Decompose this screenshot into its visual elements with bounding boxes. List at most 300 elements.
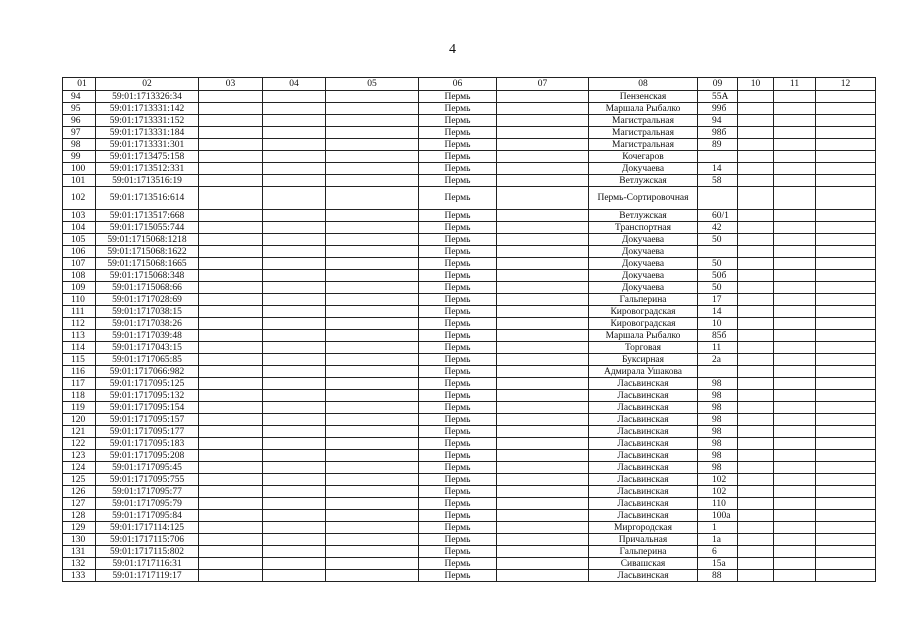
city-cell: Пермь: [419, 390, 497, 402]
table-row: [63, 318, 876, 330]
empty-cell: [199, 534, 263, 546]
house-number-cell: 98: [698, 390, 738, 402]
empty-cell: [816, 330, 876, 342]
empty-cell: [326, 414, 419, 426]
empty-cell: [497, 378, 589, 390]
house-number-cell: 98: [698, 414, 738, 426]
column-header: 11: [774, 78, 816, 91]
empty-cell: [326, 438, 419, 450]
empty-cell: [199, 426, 263, 438]
empty-cell: [326, 246, 419, 258]
table-row: [63, 91, 876, 103]
empty-cell: [199, 103, 263, 115]
empty-cell: [497, 486, 589, 498]
row-number: 131: [63, 546, 96, 558]
empty-cell: [774, 103, 816, 115]
cadastral-number: 59:01:1713331:301: [96, 139, 199, 151]
house-number-cell: 88: [698, 570, 738, 582]
street-cell: Докучаева: [589, 270, 698, 282]
table-row: [63, 175, 876, 187]
empty-cell: [326, 570, 419, 582]
empty-cell: [497, 139, 589, 151]
row-number: 111: [63, 306, 96, 318]
table-row: [63, 426, 876, 438]
table-row: [63, 163, 876, 175]
empty-cell: [738, 151, 774, 163]
city-cell: Пермь: [419, 510, 497, 522]
table-row: [63, 246, 876, 258]
empty-cell: [816, 366, 876, 378]
empty-cell: [199, 163, 263, 175]
empty-cell: [326, 342, 419, 354]
house-number-cell: 14: [698, 306, 738, 318]
house-number-cell: 89: [698, 139, 738, 151]
empty-cell: [326, 486, 419, 498]
empty-cell: [738, 306, 774, 318]
table-row: [63, 222, 876, 234]
empty-cell: [774, 115, 816, 127]
house-number-cell: 100а: [698, 510, 738, 522]
empty-cell: [263, 151, 326, 163]
empty-cell: [816, 522, 876, 534]
table-row: [63, 498, 876, 510]
row-number: 94: [63, 91, 96, 103]
empty-cell: [816, 103, 876, 115]
empty-cell: [497, 498, 589, 510]
empty-cell: [816, 498, 876, 510]
city-cell: Пермь: [419, 498, 497, 510]
street-cell: Магистральная: [589, 115, 698, 127]
empty-cell: [774, 510, 816, 522]
empty-cell: [263, 210, 326, 222]
empty-cell: [816, 438, 876, 450]
empty-cell: [738, 127, 774, 139]
empty-cell: [263, 246, 326, 258]
city-cell: Пермь: [419, 414, 497, 426]
empty-cell: [774, 139, 816, 151]
empty-cell: [774, 222, 816, 234]
street-cell: Ветлужская: [589, 175, 698, 187]
empty-cell: [497, 258, 589, 270]
empty-cell: [497, 450, 589, 462]
street-cell: Ласьвинская: [589, 426, 698, 438]
empty-cell: [774, 426, 816, 438]
empty-cell: [199, 402, 263, 414]
empty-cell: [497, 570, 589, 582]
row-number: 113: [63, 330, 96, 342]
row-number: 122: [63, 438, 96, 450]
row-number: 107: [63, 258, 96, 270]
empty-cell: [199, 139, 263, 151]
table-row: [63, 330, 876, 342]
empty-cell: [263, 558, 326, 570]
empty-cell: [497, 163, 589, 175]
empty-cell: [774, 127, 816, 139]
empty-cell: [199, 175, 263, 187]
empty-cell: [738, 163, 774, 175]
street-cell: Кировоградская: [589, 318, 698, 330]
empty-cell: [326, 354, 419, 366]
house-number-cell: 98б: [698, 127, 738, 139]
row-number: 99: [63, 151, 96, 163]
empty-cell: [263, 294, 326, 306]
cadastral-number: 59:01:1717095:183: [96, 438, 199, 450]
empty-cell: [774, 91, 816, 103]
house-number-cell: [698, 366, 738, 378]
cadastral-number: 59:01:1717114:125: [96, 522, 199, 534]
empty-cell: [263, 234, 326, 246]
empty-cell: [497, 534, 589, 546]
house-number-cell: [698, 187, 738, 210]
cadastral-number: 59:01:1717028:69: [96, 294, 199, 306]
empty-cell: [738, 558, 774, 570]
house-number-cell: 1а: [698, 534, 738, 546]
street-cell: Маршала Рыбалко: [589, 330, 698, 342]
row-number: 126: [63, 486, 96, 498]
empty-cell: [263, 139, 326, 151]
empty-cell: [199, 294, 263, 306]
empty-cell: [774, 282, 816, 294]
empty-cell: [816, 187, 876, 210]
empty-cell: [774, 546, 816, 558]
table-row: [63, 462, 876, 474]
empty-cell: [816, 402, 876, 414]
street-cell: Ласьвинская: [589, 510, 698, 522]
row-number: 115: [63, 354, 96, 366]
empty-cell: [738, 522, 774, 534]
empty-cell: [326, 294, 419, 306]
empty-cell: [738, 474, 774, 486]
city-cell: Пермь: [419, 570, 497, 582]
city-cell: Пермь: [419, 486, 497, 498]
empty-cell: [738, 342, 774, 354]
table-row: [63, 187, 876, 210]
empty-cell: [199, 222, 263, 234]
house-number-cell: 98: [698, 450, 738, 462]
house-number-cell: 58: [698, 175, 738, 187]
empty-cell: [326, 474, 419, 486]
house-number-cell: 10: [698, 318, 738, 330]
table-header-row: [63, 78, 876, 91]
empty-cell: [199, 246, 263, 258]
street-cell: Причальная: [589, 534, 698, 546]
row-number: 129: [63, 522, 96, 534]
empty-cell: [497, 462, 589, 474]
cadastral-number: 59:01:1713475:158: [96, 151, 199, 163]
empty-cell: [738, 546, 774, 558]
house-number-cell: 55А: [698, 91, 738, 103]
table-row: [63, 342, 876, 354]
row-number: 120: [63, 414, 96, 426]
house-number-cell: 50: [698, 258, 738, 270]
empty-cell: [497, 354, 589, 366]
row-number: 104: [63, 222, 96, 234]
empty-cell: [774, 558, 816, 570]
empty-cell: [816, 510, 876, 522]
empty-cell: [816, 390, 876, 402]
table-row: [63, 546, 876, 558]
empty-cell: [326, 163, 419, 175]
row-number: 105: [63, 234, 96, 246]
street-cell: Ласьвинская: [589, 570, 698, 582]
empty-cell: [816, 534, 876, 546]
empty-cell: [497, 115, 589, 127]
empty-cell: [199, 258, 263, 270]
row-number: 100: [63, 163, 96, 175]
empty-cell: [263, 354, 326, 366]
empty-cell: [326, 222, 419, 234]
street-cell: Гальперина: [589, 294, 698, 306]
empty-cell: [816, 558, 876, 570]
cadastral-number: 59:01:1715068:348: [96, 270, 199, 282]
empty-cell: [326, 187, 419, 210]
empty-cell: [326, 558, 419, 570]
street-cell: Ласьвинская: [589, 450, 698, 462]
empty-cell: [738, 426, 774, 438]
street-cell: Ласьвинская: [589, 390, 698, 402]
table-row: [63, 282, 876, 294]
empty-cell: [738, 486, 774, 498]
cadastral-number: 59:01:1713517:668: [96, 210, 199, 222]
cadastral-number: 59:01:1717095:125: [96, 378, 199, 390]
empty-cell: [326, 378, 419, 390]
house-number-cell: 94: [698, 115, 738, 127]
empty-cell: [774, 354, 816, 366]
city-cell: Пермь: [419, 294, 497, 306]
empty-cell: [199, 330, 263, 342]
empty-cell: [816, 486, 876, 498]
cadastral-number: 59:01:1717095:755: [96, 474, 199, 486]
empty-cell: [738, 438, 774, 450]
empty-cell: [774, 534, 816, 546]
empty-cell: [738, 175, 774, 187]
row-number: 130: [63, 534, 96, 546]
empty-cell: [816, 450, 876, 462]
street-cell: Докучаева: [589, 258, 698, 270]
empty-cell: [497, 234, 589, 246]
empty-cell: [326, 534, 419, 546]
city-cell: Пермь: [419, 103, 497, 115]
column-header: 04: [263, 78, 326, 91]
table-row: [63, 378, 876, 390]
street-cell: Пермь-Сортировочная: [589, 187, 698, 210]
empty-cell: [738, 246, 774, 258]
empty-cell: [738, 282, 774, 294]
empty-cell: [497, 187, 589, 210]
empty-cell: [263, 510, 326, 522]
street-cell: Ветлужская: [589, 210, 698, 222]
row-number: 95: [63, 103, 96, 115]
empty-cell: [816, 127, 876, 139]
empty-cell: [263, 378, 326, 390]
house-number-cell: 98: [698, 462, 738, 474]
city-cell: Пермь: [419, 330, 497, 342]
row-number: 124: [63, 462, 96, 474]
table-row: [63, 103, 876, 115]
empty-cell: [497, 426, 589, 438]
empty-cell: [497, 330, 589, 342]
empty-cell: [774, 294, 816, 306]
table-row: [63, 294, 876, 306]
city-cell: Пермь: [419, 534, 497, 546]
empty-cell: [199, 570, 263, 582]
row-number: 106: [63, 246, 96, 258]
house-number-cell: 60/1: [698, 210, 738, 222]
empty-cell: [774, 486, 816, 498]
row-number: 97: [63, 127, 96, 139]
empty-cell: [326, 306, 419, 318]
city-cell: Пермь: [419, 91, 497, 103]
empty-cell: [326, 510, 419, 522]
empty-cell: [263, 426, 326, 438]
empty-cell: [497, 222, 589, 234]
cadastral-number: 59:01:1717115:706: [96, 534, 199, 546]
city-cell: Пермь: [419, 462, 497, 474]
city-cell: Пермь: [419, 163, 497, 175]
row-number: 125: [63, 474, 96, 486]
house-number-cell: 11: [698, 342, 738, 354]
empty-cell: [497, 306, 589, 318]
empty-cell: [263, 390, 326, 402]
empty-cell: [263, 91, 326, 103]
row-number: 114: [63, 342, 96, 354]
empty-cell: [326, 151, 419, 163]
city-cell: Пермь: [419, 342, 497, 354]
cadastral-number: 59:01:1717038:15: [96, 306, 199, 318]
empty-cell: [816, 426, 876, 438]
empty-cell: [326, 139, 419, 151]
house-number-cell: 102: [698, 486, 738, 498]
table-row: [63, 151, 876, 163]
row-number: 110: [63, 294, 96, 306]
empty-cell: [816, 462, 876, 474]
empty-cell: [199, 234, 263, 246]
city-cell: Пермь: [419, 546, 497, 558]
empty-cell: [199, 306, 263, 318]
city-cell: Пермь: [419, 438, 497, 450]
empty-cell: [199, 438, 263, 450]
street-cell: Гальперина: [589, 546, 698, 558]
row-number: 112: [63, 318, 96, 330]
empty-cell: [497, 522, 589, 534]
empty-cell: [326, 210, 419, 222]
cadastral-number: 59:01:1717095:77: [96, 486, 199, 498]
empty-cell: [497, 103, 589, 115]
empty-cell: [816, 234, 876, 246]
cadastral-number: 59:01:1715055:744: [96, 222, 199, 234]
row-number: 121: [63, 426, 96, 438]
empty-cell: [199, 115, 263, 127]
city-cell: Пермь: [419, 115, 497, 127]
street-cell: Сивашская: [589, 558, 698, 570]
empty-cell: [199, 318, 263, 330]
city-cell: Пермь: [419, 187, 497, 210]
empty-cell: [738, 222, 774, 234]
street-cell: Транспортная: [589, 222, 698, 234]
table-row: [63, 115, 876, 127]
empty-cell: [263, 570, 326, 582]
city-cell: Пермь: [419, 222, 497, 234]
city-cell: Пермь: [419, 318, 497, 330]
empty-cell: [326, 546, 419, 558]
empty-cell: [326, 91, 419, 103]
row-number: 127: [63, 498, 96, 510]
empty-cell: [263, 438, 326, 450]
cadastral-number: 59:01:1715068:66: [96, 282, 199, 294]
cadastral-number: 59:01:1717119:17: [96, 570, 199, 582]
house-number-cell: 6: [698, 546, 738, 558]
cadastral-number: 59:01:1713326:34: [96, 91, 199, 103]
empty-cell: [774, 462, 816, 474]
cadastral-number: 59:01:1717038:26: [96, 318, 199, 330]
table-row: [63, 234, 876, 246]
empty-cell: [326, 115, 419, 127]
empty-cell: [326, 270, 419, 282]
empty-cell: [816, 306, 876, 318]
empty-cell: [774, 210, 816, 222]
empty-cell: [326, 127, 419, 139]
empty-cell: [738, 115, 774, 127]
empty-cell: [326, 426, 419, 438]
empty-cell: [263, 318, 326, 330]
cadastral-number: 59:01:1713512:331: [96, 163, 199, 175]
cadastral-number: 59:01:1717039:48: [96, 330, 199, 342]
empty-cell: [816, 570, 876, 582]
empty-cell: [263, 462, 326, 474]
empty-cell: [326, 366, 419, 378]
cadastral-number: 59:01:1715068:1622: [96, 246, 199, 258]
city-cell: Пермь: [419, 270, 497, 282]
empty-cell: [816, 210, 876, 222]
empty-cell: [199, 474, 263, 486]
column-header: 02: [96, 78, 199, 91]
cadastral-number: 59:01:1717095:208: [96, 450, 199, 462]
street-cell: Магистральная: [589, 139, 698, 151]
empty-cell: [199, 510, 263, 522]
street-cell: Ласьвинская: [589, 474, 698, 486]
empty-cell: [774, 414, 816, 426]
empty-cell: [263, 330, 326, 342]
empty-cell: [326, 282, 419, 294]
empty-cell: [738, 103, 774, 115]
empty-cell: [263, 450, 326, 462]
empty-cell: [738, 378, 774, 390]
empty-cell: [263, 115, 326, 127]
empty-cell: [774, 366, 816, 378]
empty-cell: [738, 270, 774, 282]
city-cell: Пермь: [419, 210, 497, 222]
house-number-cell: 15а: [698, 558, 738, 570]
empty-cell: [326, 234, 419, 246]
table-row: [63, 210, 876, 222]
empty-cell: [199, 378, 263, 390]
table-row: [63, 366, 876, 378]
street-cell: Ласьвинская: [589, 402, 698, 414]
house-number-cell: 50: [698, 282, 738, 294]
empty-cell: [199, 414, 263, 426]
street-cell: Ласьвинская: [589, 414, 698, 426]
table-row: [63, 522, 876, 534]
empty-cell: [816, 115, 876, 127]
empty-cell: [199, 462, 263, 474]
empty-cell: [738, 462, 774, 474]
empty-cell: [263, 486, 326, 498]
city-cell: Пермь: [419, 366, 497, 378]
row-number: 96: [63, 115, 96, 127]
empty-cell: [738, 390, 774, 402]
cadastral-number: 59:01:1717065:85: [96, 354, 199, 366]
empty-cell: [816, 222, 876, 234]
